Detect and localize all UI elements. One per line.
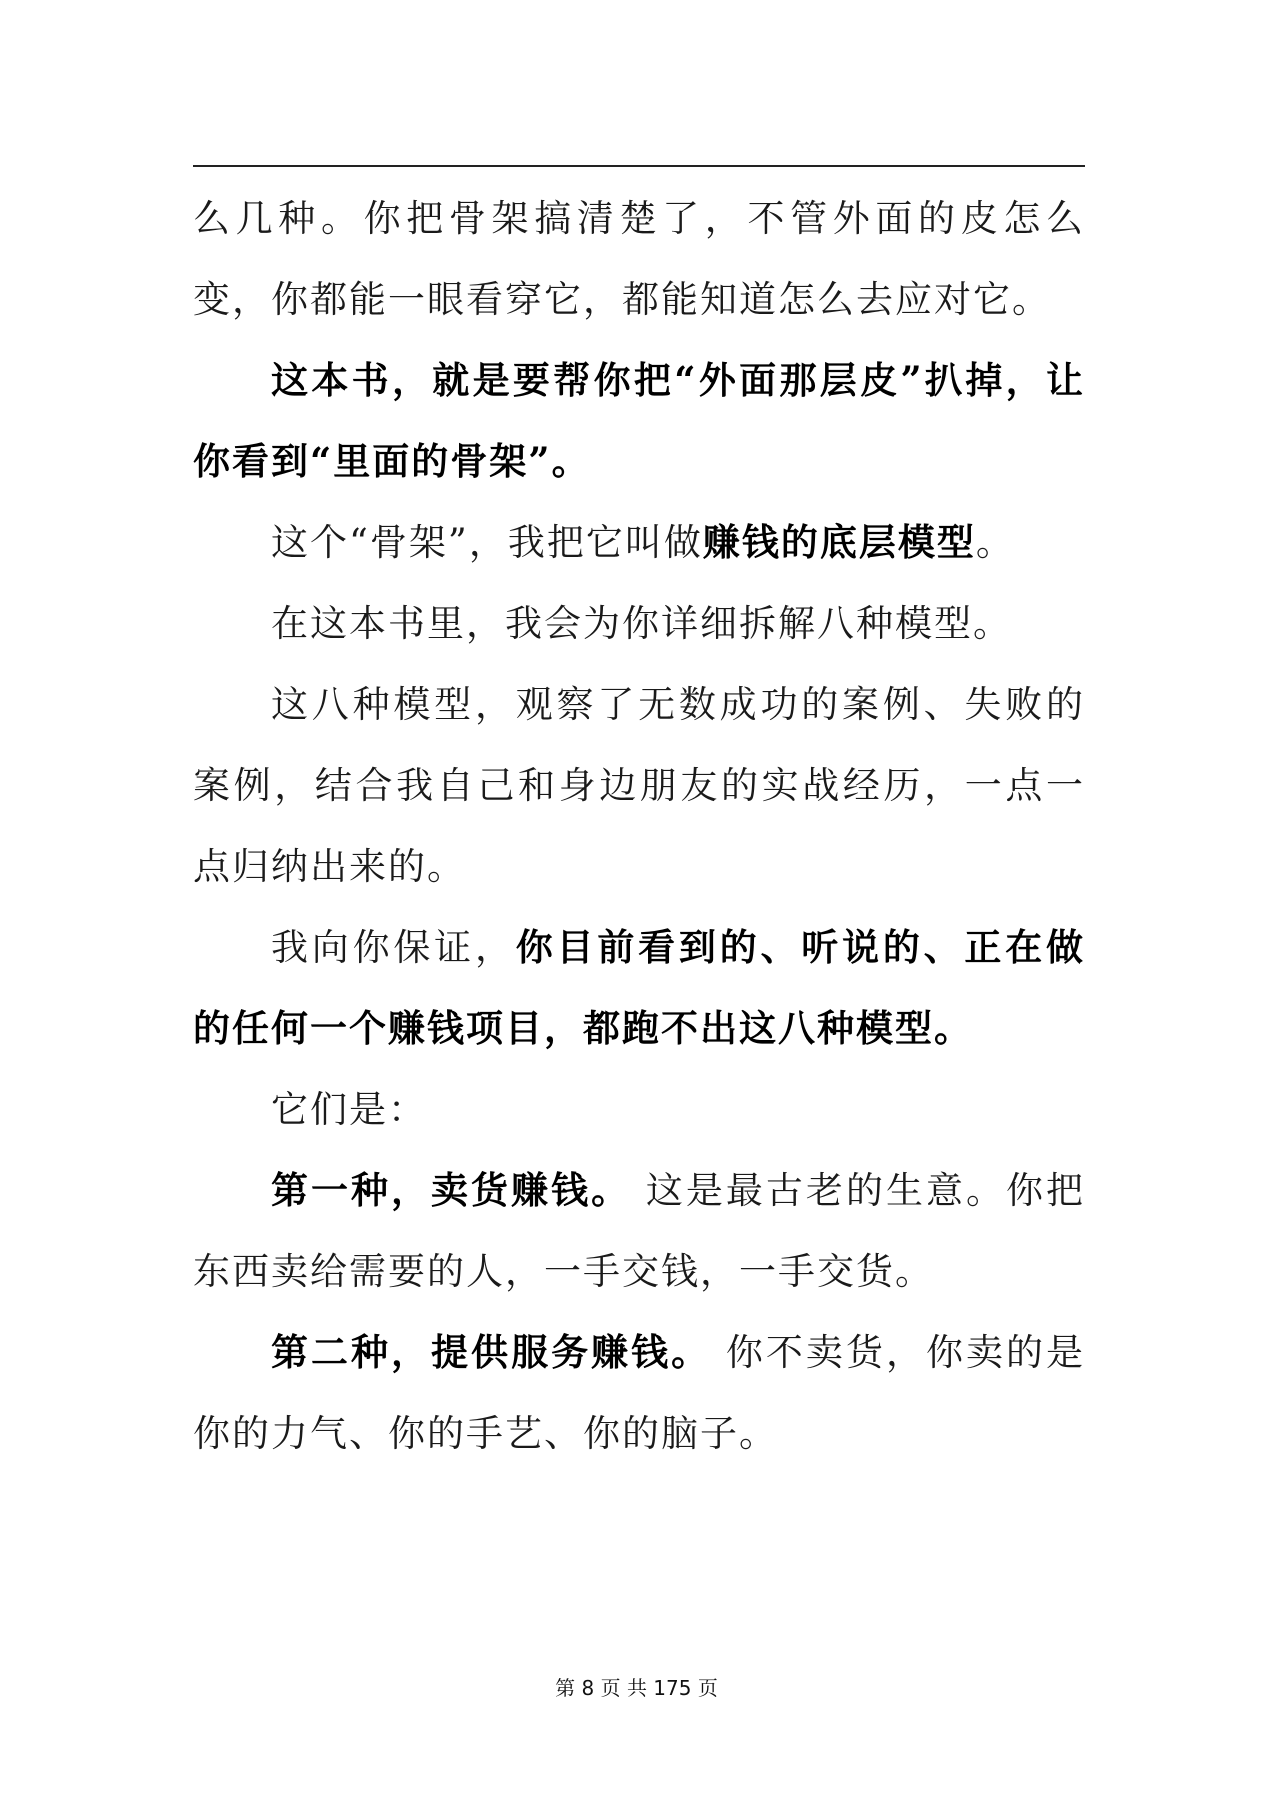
paragraph-5-text: 这八种模型，观察了无数成功的案例、失败的案例，结合我自己和身边朋友的实战经历，一点一点归纳出来的。 xyxy=(193,683,1085,888)
paragraph-7-text: 它们是： xyxy=(271,1088,427,1131)
paragraph-3 xyxy=(193,502,1085,583)
paragraph-7 xyxy=(193,1069,1085,1150)
paragraph-8 xyxy=(193,1150,1085,1312)
header-rule xyxy=(193,165,1085,167)
paragraph-3-text-b: 。 xyxy=(975,521,1015,564)
paragraph-6 xyxy=(193,907,1085,1069)
page-body xyxy=(193,178,1085,1474)
paragraph-1-text: 么几种。你把骨架搞清楚了，不管外面的皮怎么变，你都能一眼看穿它，都能知道怎么去应对它。 xyxy=(193,197,1085,321)
paragraph-6-text: 我向你保证， xyxy=(271,926,516,969)
paragraph-4-text: 在这本书里，我会为你详细拆解八种模型。 xyxy=(271,602,1012,645)
paragraph-9 xyxy=(193,1312,1085,1474)
paragraph-5 xyxy=(193,664,1085,907)
page-number-footer: 第 8 页 共 175 页 xyxy=(555,1676,718,1700)
paragraph-8-bold: 第一种，卖货赚钱。 xyxy=(271,1168,632,1212)
paragraph-2 xyxy=(193,340,1085,502)
paragraph-8-text: 这是最古老的生意。你把东西卖给需要的人，一手交钱，一手交货。 xyxy=(193,1169,1085,1293)
paragraph-1 xyxy=(193,178,1085,340)
paragraph-4 xyxy=(193,583,1085,664)
paragraph-9-text: 你不卖货，你卖的是你的力气、你的手艺、你的脑子。 xyxy=(193,1331,1086,1455)
paragraph-2-bold: 这本书，就是要帮你把“外面那层皮”扒掉，让你看到“里面的骨架”。 xyxy=(193,358,1085,483)
paragraph-6-bold: 你目前看到的、听说的、正在做的任何一个赚钱项目，都跑不出这八种模型。 xyxy=(193,925,1086,1050)
paragraph-3-text-a: 这个“骨架”，我把它叫做 xyxy=(271,521,703,564)
paragraph-9-bold: 第二种，提供服务赚钱。 xyxy=(271,1330,712,1374)
paragraph-3-bold: 赚钱的底层模型 xyxy=(702,520,976,564)
